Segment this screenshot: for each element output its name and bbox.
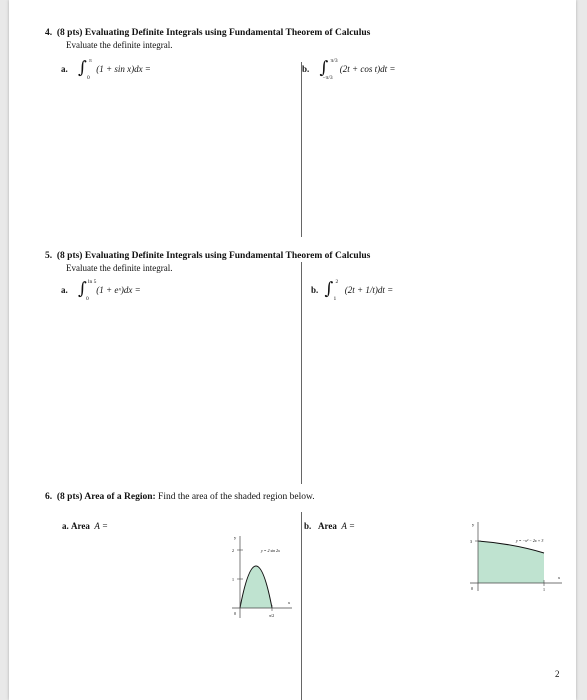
q6b-shaded-region bbox=[478, 541, 544, 583]
q5a: a. ∫ ln 5 0 (1 + eˣ)dx = bbox=[61, 279, 141, 302]
q6a-tick-2: 2 bbox=[232, 548, 234, 553]
q6b-graph bbox=[464, 517, 564, 597]
q6a-origin: 0 bbox=[234, 611, 236, 616]
q6a-tick-x: π/2 bbox=[269, 613, 275, 618]
q6b-x-label: x bbox=[558, 575, 560, 580]
q6a-function-label: y = 2 sin 2x bbox=[261, 548, 280, 553]
worksheet-page bbox=[9, 0, 576, 700]
q4a: a. ∫ π 0 (1 + sin x)dx = bbox=[61, 58, 151, 81]
q6a-graph bbox=[224, 530, 294, 625]
q6a-y-label: y bbox=[234, 535, 237, 540]
q6b-origin: 0 bbox=[471, 586, 473, 591]
q6a-x-label: x bbox=[288, 600, 290, 605]
q4-instruction: Evaluate the definite integral. bbox=[66, 40, 173, 50]
q6b-function-label: y = −x³ − 2x + 3 bbox=[516, 538, 544, 543]
q6a-tick-1: 1 bbox=[232, 577, 234, 582]
q6b-area: b. Area A = bbox=[304, 521, 356, 531]
q6a-area: a. Area A = bbox=[62, 521, 108, 531]
q6-heading: 6. (8 pts) Area of a Region: Find the area of the shaded region below. bbox=[45, 492, 315, 502]
q4-divider bbox=[301, 62, 302, 237]
q5-heading: 5. (8 pts) Evaluating Definite Integrals using Fundamental Theorem of Calculus bbox=[45, 251, 371, 261]
q6b-tick-x: 1 bbox=[543, 587, 545, 592]
q5b: b. ∫ 2 1 (2t + 1/t)dt = bbox=[311, 279, 394, 302]
q6-divider bbox=[301, 512, 302, 700]
q6b-y-label: y bbox=[472, 522, 475, 527]
q5-divider bbox=[301, 262, 302, 484]
q6b-tick-3: 3 bbox=[470, 539, 472, 544]
q4-heading: 4. (8 pts) Evaluating Definite Integrals using Fundamental Theorem of Calculus bbox=[45, 28, 371, 38]
q5-instruction: Evaluate the definite integral. bbox=[66, 263, 173, 273]
q4b: b. ∫ π/3 −π/3 (2t + cos t)dt = bbox=[302, 58, 396, 81]
page-number: 2 bbox=[555, 669, 560, 679]
